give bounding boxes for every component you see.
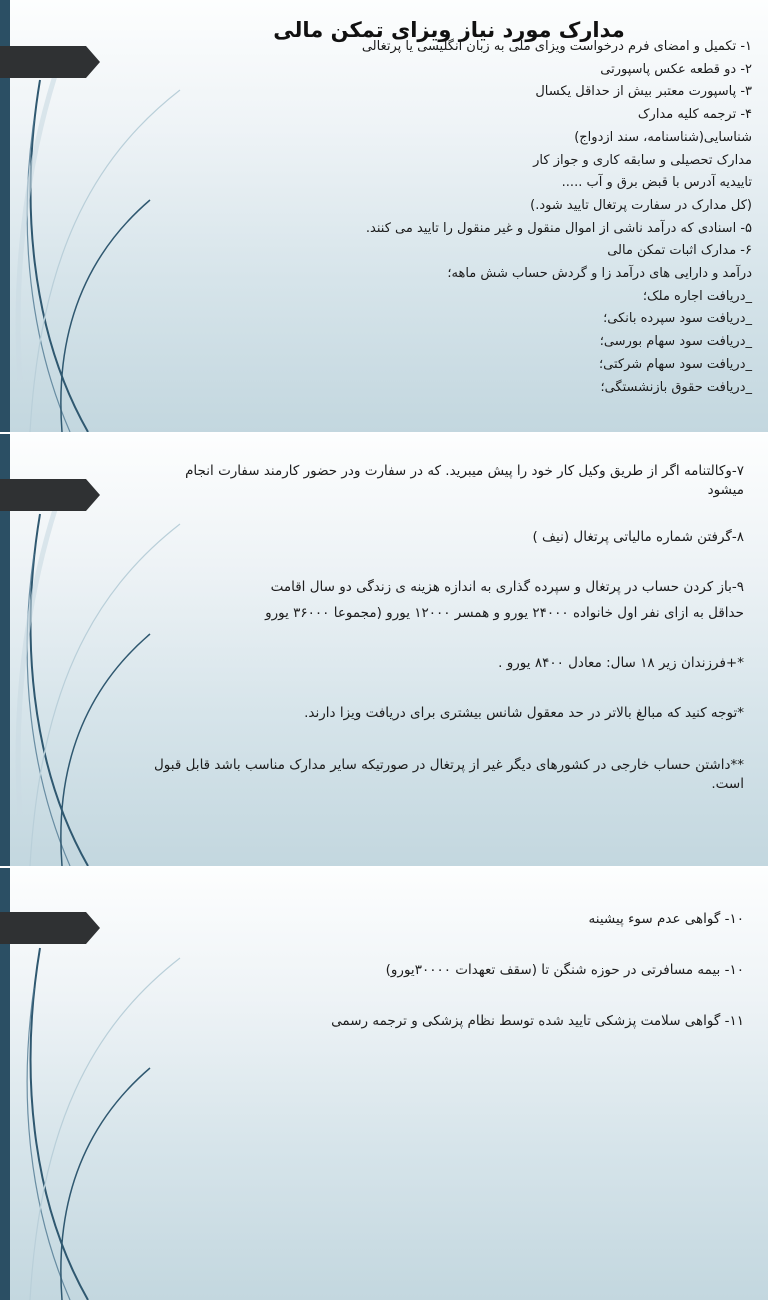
list-item: ۶- مدارک اثبات تمکن مالی <box>607 243 752 259</box>
paragraph-deposit-amounts: حداقل به ازای نفر اول خانواده ۲۴۰۰۰ یورو و همسر ۱۲۰۰۰ یورو (مجموعا ۳۶۰۰۰ یورو <box>265 605 744 621</box>
list-item: ۵- اسنادی که درآمد ناشی از اموال منقول و غیر منقول را تایید می کنند. <box>365 220 752 236</box>
paragraph-health-certificate: ۱۱- گواهی سلامت پزشکی تایید شده توسط نظام پزشکی و ترجمه رسمی <box>331 1013 744 1029</box>
list-item: _دریافت سود سهام بورسی؛ <box>599 334 752 350</box>
paragraph-note-amounts: *توجه کنید که مبالغ بالاتر در حد معقول شانس بیشتری برای دریافت ویزا دارند. <box>304 705 744 721</box>
list-item: ۱- تکمیل و امضای فرم درخواست ویزای ملی به زبان انگلیسی یا پرتغالی <box>361 39 752 54</box>
arrow-tab-decoration <box>0 479 100 511</box>
list-item: مدارک تحصیلی و سابقه کاری و جواز کار <box>533 152 752 168</box>
list-item: _دریافت حقوق بازنشستگی؛ <box>600 379 752 395</box>
list-item: _دریافت اجاره ملک؛ <box>642 288 752 304</box>
slide-3 <box>0 868 768 1300</box>
paragraph-foreign-account: **داشتن حساب خارجی در کشورهای دیگر غیر از پرتغال در صورتیکه سایر مدارک مناسب باشد قابل قبول است. <box>153 757 744 792</box>
requirements-list <box>362 36 752 399</box>
list-item: _دریافت سود سهام شرکتی؛ <box>599 356 752 372</box>
slide-title: مدارک مورد نیاز ویزای تمکن مالی <box>273 18 625 43</box>
list-item: _دریافت سود سپرده بانکی؛ <box>603 311 752 327</box>
paragraph-children: *+فرزندان زیر ۱۸ سال: معادل ۸۴۰۰ یورو . <box>498 655 744 671</box>
paragraph-criminal-record: ۱۰- گواهی عدم سوء پیشینه <box>588 911 744 927</box>
list-item: ۲- دو قطعه عکس پاسپورتی <box>600 61 752 77</box>
list-item: ۳- پاسپورت معتبر بیش از حداقل یکسال <box>535 84 752 100</box>
arrow-tab-decoration <box>0 912 100 944</box>
arrow-tab-decoration <box>0 46 100 78</box>
list-item: شناسایی(شناسنامه، سند ازدواج) <box>574 129 752 145</box>
slide-2 <box>0 434 768 866</box>
paragraph-tax-number: ۸-گرفتن شماره مالیاتی پرتغال (نیف ) <box>532 529 744 545</box>
slide-1 <box>0 0 768 432</box>
paragraph-power-of-attorney: ۷-وکالتنامه اگر از طریق وکیل کار خود را پیش میبرید. که در سفارت ودر حضور کارمند سفارت انجام میشود <box>185 463 744 498</box>
list-item: درآمد و دارایی های درآمد زا و گردش حساب شش ماهه؛ <box>447 266 752 282</box>
paragraph-travel-insurance: ۱۰- بیمه مسافرتی در حوزه شنگن تا (سقف تعهدات ۳۰۰۰۰یورو) <box>385 962 744 978</box>
list-item: (کل مدارک در سفارت پرتغال تایید شود.) <box>530 197 752 213</box>
list-item: تاییدیه آدرس با قبض برق و آب ..... <box>561 175 752 191</box>
list-item: ۴- ترجمه کلیه مدارک <box>637 107 752 123</box>
paragraph-bank-account: ۹-باز کردن حساب در پرتغال و سپرده گذاری به اندازه هزینه ی زندگی دو سال اقامت <box>270 579 744 595</box>
